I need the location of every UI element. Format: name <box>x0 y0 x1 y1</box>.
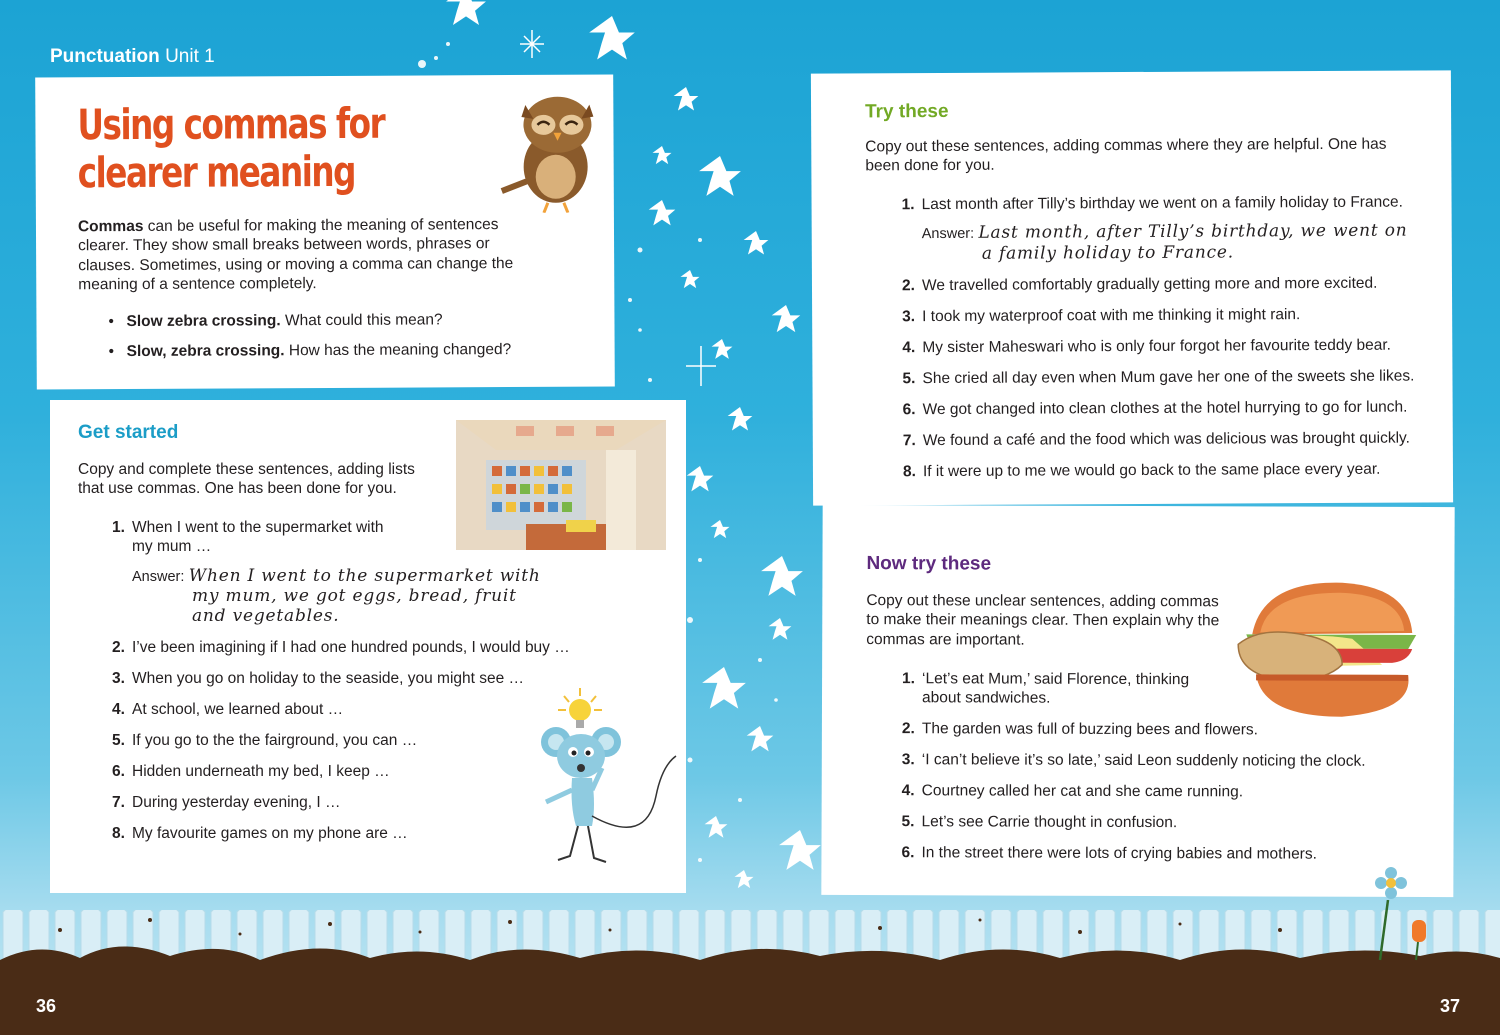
list-item: 4. Courtney called her cat and she came running. <box>901 782 1244 801</box>
bullet-list <box>108 311 511 373</box>
now-try-these-card <box>821 505 1454 897</box>
intro-bold-term: Commas <box>77 217 144 236</box>
mouse-lightbulb-illustration <box>536 686 686 876</box>
get-started-heading: Get started <box>78 422 179 443</box>
now-try-these-list <box>901 669 1432 876</box>
list-item: 2. We travelled comfortably gradually getting more and more excited. <box>901 274 1378 295</box>
list-item: 5. She cried all day even when Mum gave her one of the sweets she likes. <box>902 367 1415 388</box>
list-item: 1. When I went to the supermarket with my mum … Answer: When I went to the supermarket with my mum, we got eggs, bread, fruit and vegetables. <box>112 518 632 626</box>
list-item: 8. If it were up to me we would go back to the same place every year. <box>902 460 1381 481</box>
list-item: 6. Hidden underneath my bed, I keep … <box>112 763 390 781</box>
list-item: 5. If you go to the the fairground, you can … <box>112 732 418 750</box>
get-started-card <box>50 400 686 893</box>
list-item: • Slow zebra crossing. What could this mean? <box>108 311 511 331</box>
intro-paragraph <box>78 215 548 295</box>
try-these-heading: Try these <box>865 100 949 123</box>
get-started-instructions: Copy and complete these sentences, adding lists that use commas. One has been done for you. <box>78 461 415 498</box>
page-title <box>77 100 405 198</box>
owl-illustration <box>497 85 608 214</box>
list-item: 4. At school, we learned about … <box>112 701 344 719</box>
page-header <box>50 46 215 68</box>
list-item: 2. I’ve been imagining if I had one hundred pounds, I would buy … <box>112 639 570 657</box>
intro-card <box>35 74 615 389</box>
try-these-instructions: Copy out these sentences, adding commas where they are helpful. One has been done for you. <box>865 135 1387 175</box>
list-item: 8. My favourite games on my phone are … <box>112 825 408 843</box>
list-item: 6. In the street there were lots of crying babies and mothers. <box>901 844 1317 864</box>
list-item: 3. I took my waterproof coat with me thinking it might rain. <box>902 306 1301 326</box>
list-item: 5. Let’s see Carrie thought in confusion. <box>901 813 1178 832</box>
list-item: 7. During yesterday evening, I … <box>112 794 341 812</box>
list-item: 1. Last month after Tilly’s birthday we went on a family holiday to France. Answer: Last month, after Tilly’s birthday, we went on a family holiday to France. <box>902 192 1432 264</box>
page-number-left: 36 <box>36 996 57 1016</box>
list-item: 4. My sister Maheswari who is only four forgot her favourite teddy bear. <box>902 336 1392 357</box>
fence-and-soil <box>0 900 1500 1035</box>
try-these-card <box>811 70 1453 505</box>
now-try-these-heading: Now try these <box>866 553 992 575</box>
answer-block: Answer: When I went to the supermarket with my mum, we got eggs, bread, fruit and vegetables. <box>132 565 541 626</box>
title-line-2: clearer meaning <box>77 146 356 198</box>
list-item: • Slow, zebra crossing. How has the meaning changed? <box>109 341 512 361</box>
answer-block: Answer: Last month, after Tilly’s birthday, we went on a family holiday to France. <box>921 220 1408 264</box>
flower-icon <box>1374 866 1408 900</box>
list-item: 3. ‘I can’t believe it’s so late,’ said Leon suddenly noticing the clock. <box>901 751 1366 771</box>
list-item: 3. When you go on holiday to the seaside, you might see … <box>112 670 525 688</box>
list-item: 1. ‘Let’s eat Mum,’ said Florence, thinking about sandwiches. <box>902 670 1190 708</box>
try-these-list <box>902 192 1434 493</box>
list-item: 7. We found a café and the food which was delicious was brought quickly. <box>902 429 1410 450</box>
list-item: 2. The garden was full of buzzing bees and flowers. <box>901 720 1258 739</box>
list-item: 6. We got changed into clean clothes at the hotel hurrying to go for lunch. <box>902 398 1408 419</box>
unit-label: Unit 1 <box>165 46 215 67</box>
intro-text: can be useful for making the meaning of sentences clearer. They show small breaks between words, phrases or clauses. Sometimes, using or moving a comma can change the meaning of a sentence completely. <box>78 216 514 294</box>
title-line-1: Using commas for <box>77 98 385 150</box>
now-try-these-instructions: Copy out these unclear sentences, adding commas to make their meanings clear. Then explain why the commas are important. <box>866 592 1220 649</box>
subject-label: Punctuation <box>50 46 160 67</box>
page-number-right: 37 <box>1440 996 1461 1016</box>
